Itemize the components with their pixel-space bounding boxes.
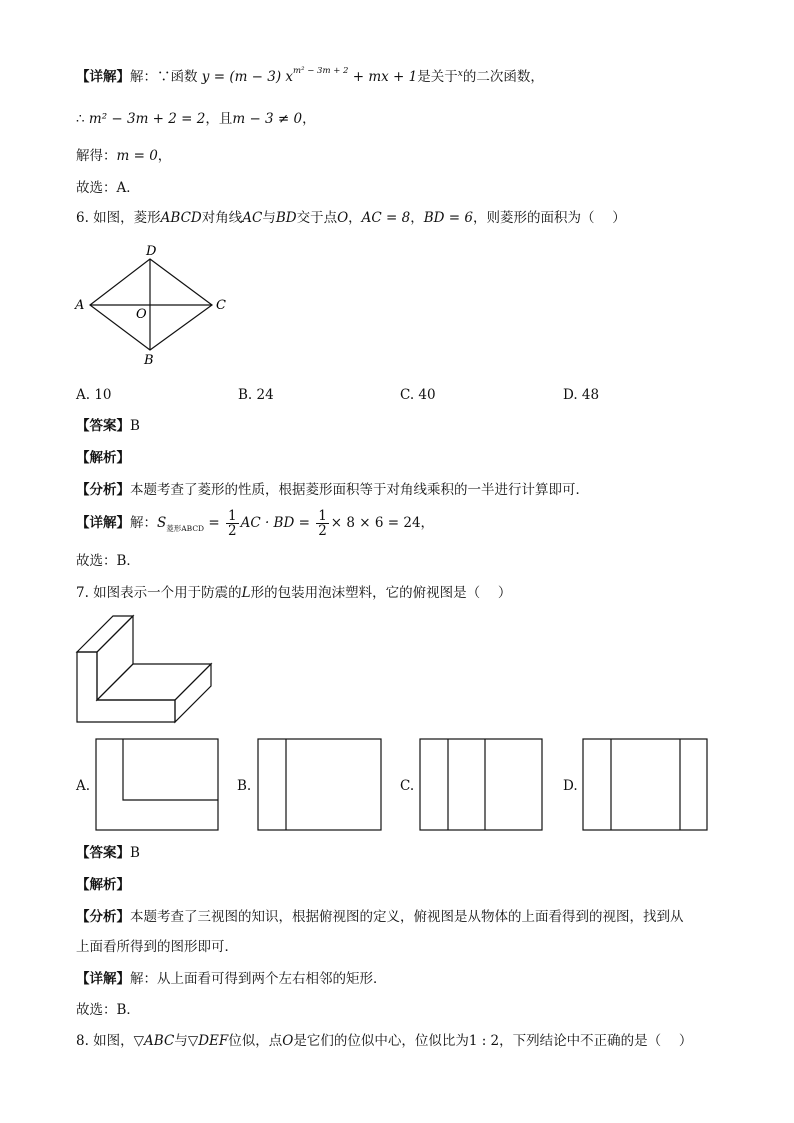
q8-stem: 8. 如图，▽ABC与▽DEF位似，点O是它们的位似中心，位似比为1 : 2，下列结论中不正确的是（ ） xyxy=(76,1033,693,1049)
q7-detail: 【详解】解：从上面看可得到两个左右相邻的矩形． xyxy=(76,971,387,987)
option-d-rect xyxy=(583,739,707,830)
q6-option-b: B. 24 xyxy=(238,387,274,403)
q6-analysis: 【分析】本题考查了菱形的性质，根据菱形面积等于对角线乘积的一半进行计算即可． xyxy=(76,482,589,498)
fraction-half-2: $\frac{1}{2}$ xyxy=(318,508,327,539)
q7-analysis-line-2: 上面看所得到的图形即可． xyxy=(76,939,238,955)
label-b: B xyxy=(144,353,154,368)
q7-option-b-label: B. xyxy=(237,778,252,794)
q7-parse-tag: 【解析】 xyxy=(76,877,130,893)
q6-detail: 【详解】解：$S_{菱形ABCD}$ = $\frac{1}{2}$ AC · BD = $\frac{1}{2}$ × 8 × 6 = 24， xyxy=(76,508,435,539)
condition-1: m² − 3m + 2 = 2 xyxy=(88,111,206,127)
q6-answer: 【答案】B xyxy=(76,418,140,434)
q6-option-a: A. 10 xyxy=(76,387,112,403)
q7-answer: 【答案】B xyxy=(76,845,140,861)
q5-solve-line: 解得：m = 0， xyxy=(76,148,172,164)
q6-parse-tag: 【解析】 xyxy=(76,450,130,466)
option-a-inner-l xyxy=(123,739,218,800)
therefore-symbol: ∴ xyxy=(76,111,85,127)
option-c-rect xyxy=(420,739,542,830)
q5-conditions-line: ∴ m² − 3m + 2 = 2，且m − 3 ≠ 0， xyxy=(76,111,316,127)
because-symbol: ∵ xyxy=(157,69,171,85)
option-a-rect xyxy=(96,739,218,830)
label-d: D xyxy=(146,244,157,259)
function-expression: y = (m − 3) x xyxy=(201,69,294,85)
q7-stem: 7. 如图表示一个用于防震的L形的包装用泡沫塑料，它的俯视图是（ ） xyxy=(76,585,512,601)
q6-choose: 故选：B． xyxy=(76,553,140,569)
q7-choose: 故选：B． xyxy=(76,1002,140,1018)
q7-option-c-label: C. xyxy=(400,778,415,794)
solution: m = 0 xyxy=(116,148,158,164)
label-o: O xyxy=(136,307,147,322)
q6-option-c: C. 40 xyxy=(400,387,436,403)
label-a: A xyxy=(75,298,85,313)
condition-2: m − 3 ≠ 0 xyxy=(232,111,303,127)
option-b-rect xyxy=(258,739,381,830)
fraction-half: $\frac{1}{2}$ xyxy=(227,508,237,539)
label-c: C xyxy=(216,298,226,313)
exponent: m² − 3m + 2 xyxy=(293,66,349,76)
q7-option-d-label: D. xyxy=(563,778,578,794)
q6-option-d: D. 48 xyxy=(563,387,600,403)
q7-option-a-label: A. xyxy=(76,778,91,794)
q6-stem: 6. 如图，菱形ABCD对角线AC与BD交于点O，AC = 8，BD = 6，则菱形的面积为（ ） xyxy=(76,210,626,226)
q5-choose-line: 故选：A． xyxy=(76,180,140,196)
detail-tag: 【详解】 xyxy=(76,69,130,85)
q7-analysis-line-1: 【分析】本题考查了三视图的知识，根据俯视图的定义，俯视图是从物体的上面看得到的视图，找到从 xyxy=(76,909,684,925)
q5-detail-line: 【详解】解：∵函数 y = (m − 3) $x^{m^2 - 3m + 2}$ + mx + 1是关于$^x$的二次函数， xyxy=(76,66,544,85)
